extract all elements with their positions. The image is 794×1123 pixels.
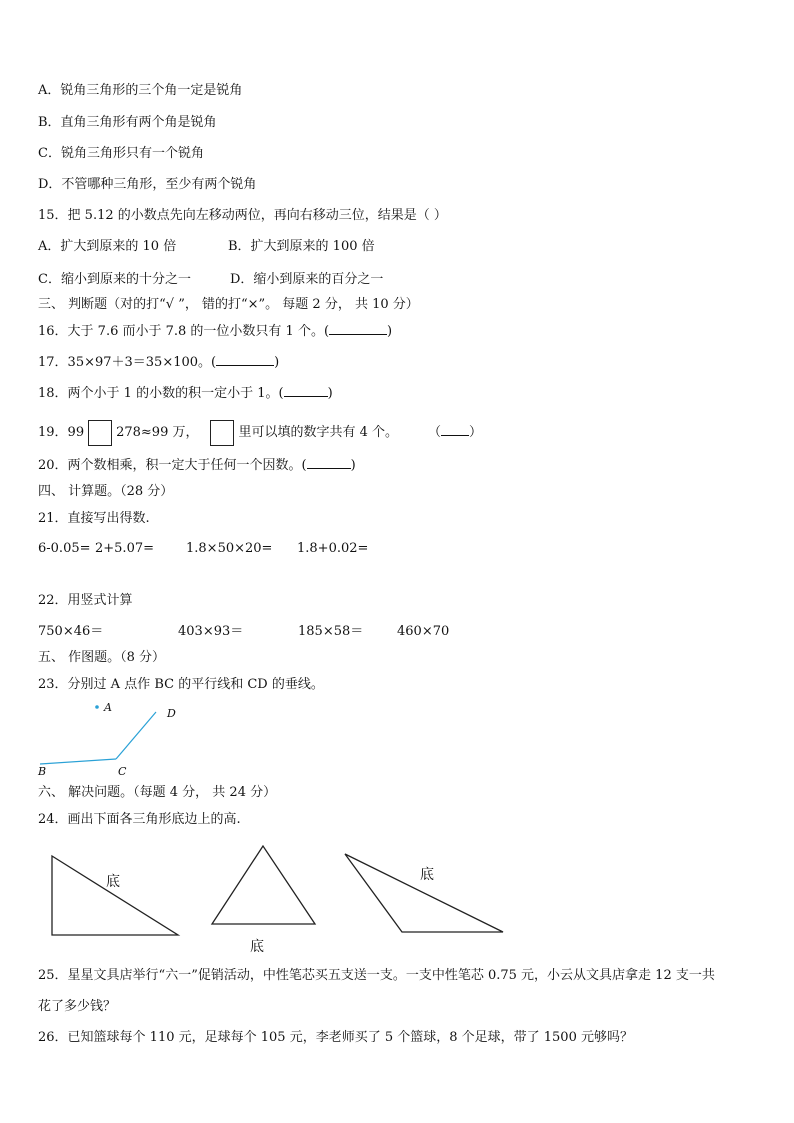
q17 (38, 354, 279, 372)
q25-line-1: 25．星星文具店举行“六一”促销活动，中性笔芯买五支送一支。一支中性笔芯 0.75 元，小云从文具店拿走 12 支一共 (38, 968, 715, 983)
q14-option-d: D．不管哪种三角形，至少有两个锐角 (38, 177, 257, 192)
q14-option-a: A．锐角三角形的三个角一定是锐角 (38, 83, 243, 98)
label-b: B (38, 765, 47, 778)
q18 (38, 385, 333, 403)
q18-close: ) (327, 386, 333, 401)
q18-answer-blank[interactable] (284, 396, 328, 397)
q22-item: 460×70 (397, 624, 450, 639)
q16-answer-blank[interactable] (329, 334, 387, 335)
q26: 26．已知篮球每个 110 元，足球每个 105 元，李老师买了 5 个篮球，8 个足球，带了 1500 元够吗？ (38, 1030, 633, 1045)
q16-text: 16．大于 7.6 而小于 7.8 的一位小数只有 1 个。( (38, 324, 330, 339)
q22-items (38, 623, 449, 641)
acute-triangle (212, 846, 315, 924)
q16 (38, 323, 392, 341)
q22-item: 185×58＝ (298, 624, 364, 639)
q22-item: 403×93＝ (178, 624, 244, 639)
q15-options-ab (38, 238, 375, 256)
q21-item: 2+5.07= (95, 541, 155, 556)
q21-item: 1.8×50×20= (186, 541, 273, 556)
q19-part-c: 里可以填的数字共有 4 个。 (238, 425, 399, 440)
right-triangle (52, 856, 178, 935)
q22-item: 750×46＝ (38, 624, 104, 639)
q21-items (38, 540, 368, 558)
q16-close: ) (387, 324, 393, 339)
segment-cd (116, 712, 156, 759)
q21-item: 6-0.05= (38, 541, 91, 556)
q19-digit-box-2[interactable] (210, 420, 234, 446)
q19-close: ） (469, 425, 483, 440)
q25-line-2: 花了多少钱？ (38, 999, 117, 1014)
q15-option-c: C．缩小到原来的十分之一 (38, 272, 191, 287)
q24-stem: 24．画出下面各三角形底边上的高. (38, 812, 241, 827)
q17-close: ) (274, 355, 280, 370)
q15-option-d: D．缩小到原来的百分之一 (230, 272, 384, 287)
segment-bc (40, 759, 116, 764)
q21-stem: 21．直接写出得数. (38, 511, 150, 526)
section-4-heading: 四、 计算题。（28 分） (38, 484, 174, 499)
q14-option-c: C．锐角三角形只有一个锐角 (38, 146, 204, 161)
base-label-3: 底 (420, 867, 434, 883)
label-d: D (167, 707, 176, 720)
q21-item: 1.8+0.02= (297, 541, 369, 556)
q19-part-b: 278≈99 万， (116, 425, 199, 440)
label-a: A (104, 701, 112, 714)
q15-option-b: B．扩大到原来的 100 倍 (228, 239, 375, 254)
base-label-2: 底 (250, 939, 264, 955)
q19-part-a: 19．99 (38, 425, 85, 440)
q19-part-d: （ (428, 425, 442, 440)
q23-stem: 23．分别过 A 点作 BC 的平行线和 CD 的垂线。 (38, 677, 324, 692)
q19 (38, 419, 482, 447)
section-5-heading: 五、 作图题。（8 分） (38, 650, 166, 665)
base-label-1: 底 (106, 874, 120, 890)
point-a-dot (95, 705, 99, 709)
q17-answer-blank[interactable] (216, 365, 274, 366)
q20-answer-blank[interactable] (307, 468, 351, 469)
q22-stem: 22．用竖式计算 (38, 593, 133, 608)
q19-digit-box[interactable] (88, 420, 112, 446)
q20-text: 20．两个数相乘，积一定大于任何一个因数。( (38, 458, 307, 473)
q20 (38, 457, 356, 475)
q14-option-b: B．直角三角形有两个角是锐角 (38, 115, 217, 130)
q17-text: 17．35×97＋3＝35×100。( (38, 355, 217, 370)
label-c: C (118, 765, 127, 778)
q19-answer-blank[interactable] (441, 435, 469, 436)
q15-options-cd (38, 271, 383, 289)
section-6-heading: 六、 解决问题。（每题 4 分， 共 24 分） (38, 785, 277, 800)
q20-close: ) (350, 458, 356, 473)
q18-text: 18．两个小于 1 的小数的积一定小于 1。( (38, 386, 284, 401)
q15-option-a: A．扩大到原来的 10 倍 (38, 239, 177, 254)
q15-stem: 15．把 5.12 的小数点先向左移动两位，再向右移动三位，结果是（ ） (38, 208, 447, 223)
section-3-heading: 三、 判断题（对的打“√ ”， 错的打“×”。 每题 2 分， 共 10 分） (38, 297, 419, 312)
